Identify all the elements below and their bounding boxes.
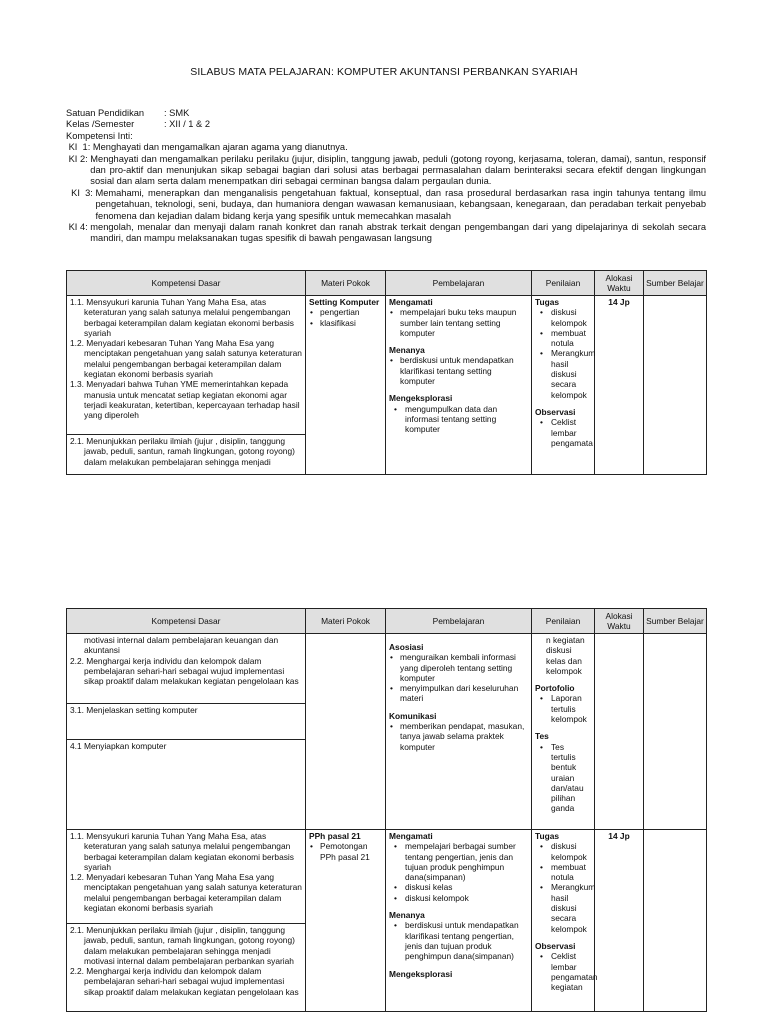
kd-cell [67,296,306,435]
header-materi-pokok: Materi Pokok [306,271,386,296]
pn-head: Observasi [535,940,576,951]
header-penilaian: Penilaian [532,609,595,634]
kd-cell [67,740,306,830]
ki-4 [66,222,706,245]
ki-text: Memahami, menerapkan dan menganalisis pengetahuan faktual, konseptual, dan rasa prosedural berdasarkan rasa ingin tahunya tentang ilmu pengetahuan, teknologi, seni, budaya, dan humaniora dengan wawasan kemanusiaan, kebangsaan, kenegaraan, dan peradaban terkait penyebab fenomena dan kejadian dalam bidang kerja yang spesifik untuk memecahkan masalah [95,187,706,221]
satuan-row [66,108,706,119]
pb-item: • mempelajari berbagai sumber tentang pengertian, jenis dan tujuan produk penghimpun dana(simpanan) [389,841,528,882]
kelas-value: : XII / 1 & 2 [164,119,210,130]
kd-item: 3.1. Menjelaskan setting komputer [70,705,198,715]
kd-item: 2.1. Menunjukkan perilaku ilmiah (jujur , disiplin, tanggung jawab, peduli, santun, ramah lingkungan, gotong royong) dalam melakukan pembelajaran sehingga menjadi motivasi internal dalam pembelajaran perbankan syariah [70,925,295,966]
pn-item: • membuat notula [535,862,591,883]
kd-item: 2.2. Menghargai kerja individu dan kelompok dalam pembelajaran sehari-hari sebagai wujud implementasi sikap proaktif dalam melakukan kegiatan pengelolaan kas [70,966,299,997]
kd-cell [67,435,306,475]
pn-item: • membuat notula [535,328,591,349]
penilaian-cell [532,830,598,1012]
spacer [389,962,528,969]
pb-item: • diskusi kelas [389,882,528,892]
syllabus-table-2 [66,608,707,1012]
pn-head: Tugas [535,297,560,307]
table-row [67,830,707,924]
materi-title: Setting Komputer [309,297,380,307]
alokasi-cell: 14 Jp [595,296,644,475]
kompetensi-inti-label: Kompetensi Inti: [66,130,133,141]
kd-cell [67,924,306,1012]
materi-item: • pengertian [309,307,382,317]
header-alokasi-waktu: Alokasi Waktu [595,271,644,296]
pn-item: • Laporan tertulis kelompok [535,693,591,724]
materi-cell [306,634,386,830]
kelas-label: Kelas /Semester [66,119,135,130]
pn-item: • Ceklist lembar pengamata [535,417,591,448]
pb-item: • berdiskusi untuk mendapatkan klarifikasi tentang setting komputer [389,355,528,386]
spacer [535,676,591,683]
penilaian-cell [532,296,595,475]
kelas-row [66,119,706,130]
spacer [535,934,591,941]
syllabus-meta [66,108,706,245]
pb-head: Mengamati [389,297,433,307]
pn-head: Observasi [535,406,576,417]
header-penilaian: Penilaian [532,271,595,296]
pb-head: Mengeksplorasi [389,393,453,404]
spacer [389,635,528,642]
pn-item: • Ceklist lembar pengamatan kegiatan [535,951,591,992]
ki-text: Menghayati dan mengamalkan ajaran agama yang dianutnya. [92,142,348,153]
pb-item: • mengumpulkan data dan informasi tentang setting komputer [389,404,528,435]
spacer [535,724,591,731]
pb-head: Mengeksplorasi [389,968,453,979]
materi-cell [306,296,386,475]
pn-item: • diskusi kelompok [535,307,591,328]
sumber-cell [644,830,707,1012]
kd-cell [67,704,306,740]
ki-code: KI 1: [66,142,93,153]
pn-item: • Tes tertulis bentuk uraian dan/atau pilihan ganda [535,742,591,814]
pb-item: • mempelajari buku teks maupun sumber lain tentang setting komputer [389,307,528,338]
table-header-row [67,609,707,634]
pn-head: Tugas [535,831,560,841]
materi-title: PPh pasal 21 [309,831,361,841]
kd-item: 1.2. Menyadari kebesaran Tuhan Yang Maha Esa yang menciptakan pengetahuan yang salah satunya keteraturan melalui pengembangan berbagai keterampilan dalam kegiatan ekonomi berbasis syariah [70,338,302,380]
materi-item: • Pemotongan PPh pasal 21 [309,841,382,862]
kd-item: 1.1. Mensyukuri karunia Tuhan Yang Maha Esa, atas keteraturan yang salah satunya melalui pengembangan berbagai keterampilan dalam kegiatan ekonomi berbasis syariah [70,831,294,872]
kd-item: motivasi internal dalam pembelajaran keuangan dan akuntansi [84,635,279,656]
spacer [535,400,591,407]
spacer [389,704,528,711]
alokasi-cell: 14 Jp [595,830,644,1012]
document-title: SILABUS MATA PELAJARAN: KOMPUTER AKUNTANSI PERBANKAN SYARIAH [190,66,578,78]
ki-code: KI 4: [66,222,91,233]
pn-head: Portofolio [535,683,575,694]
pb-head: Mengamati [389,831,433,841]
header-alokasi-waktu: Alokasi Waktu [595,609,644,634]
penilaian-cell [532,634,595,830]
kd-item: 2.1. Menunjukkan perilaku ilmiah (jujur , disiplin, tanggung jawab, peduli, santun, ramah lingkungan, gotong royong) dalam melakukan pembelajaran sehingga menjadi [70,436,295,467]
pn-item: • Merangkum hasil diskusi secara kelompok [535,882,591,933]
header-sumber-belajar: Sumber Belajar [644,271,707,296]
pembelajaran-cell [386,296,532,475]
pb-item: • berdiskusi untuk mendapatkan klarifikasi tentang pengertian, jenis dan tujuan produk penghimpun dana(simpanan) [389,920,528,961]
ki-code: KI 3: [66,187,96,198]
ki-code: KI 2: [66,153,91,164]
kd-item: 1.1. Mensyukuri karunia Tuhan Yang Maha Esa, atas keteraturan yang salah satunya melalui pengembangan berbagai keterampilan dalam kegiatan ekonomi berbasis syariah [70,297,294,338]
satuan-label: Satuan Pendidikan [66,108,145,118]
pb-item: • diskusi kelompok [389,893,528,903]
table-row [67,634,707,704]
kd-item: 1.3. Menyadari bahwa Tuhan YME memerintahkan kepada manusia untuk mencatat setiap kegiatan ekonomi agar terjadi keakuratan, ketertiban, kepercayaan terhadap hasil yang diperoleh [70,379,300,421]
pb-item: • menguraikan kembali informasi yang diperoleh tentang setting komputer [389,652,528,683]
pb-head: Komunikasi [389,710,437,721]
pn-cont: n kegiatan diskusi kelas dan kelompok [546,635,585,676]
syllabus-table-1 [66,270,707,475]
ki-text: mengolah, menalar dan menyaji dalam ranah konkret dan ranah abstrak terkait dengan pengembangan dari yang dipelajarinya di sekolah secara mandiri, dan mampu melaksanakan tugas spesifik di bawah pengawasan langsung [90,222,706,244]
ki-1 [66,142,706,153]
ki-3 [66,188,706,222]
ki-2 [66,154,706,188]
header-pembelajaran: Pembelajaran [386,609,532,634]
header-kompetensi-dasar: Kompetensi Dasar [67,609,306,634]
pb-head: Menanya [389,345,425,356]
pn-item: • Merangkum hasil diskusi secara kelompok [535,348,591,399]
pn-head: Tes [535,731,549,742]
header-kompetensi-dasar: Kompetensi Dasar [67,271,306,296]
materi-item: • klasifikasi [309,318,382,328]
alokasi-cell [595,634,644,830]
kd-cell [67,634,306,704]
header-sumber-belajar: Sumber Belajar [644,609,707,634]
table-row [67,296,707,435]
materi-cell [306,830,386,1012]
spacer [389,338,528,345]
kd-item: 4.1 Menyiapkan komputer [70,741,167,751]
satuan-value: : SMK [164,108,190,118]
pb-item: • menyimpulkan dari keseluruhan materi [389,683,528,704]
pembelajaran-cell [386,830,532,1012]
kd-item: 1.2. Menyadari kebesaran Tuhan Yang Maha Esa yang menciptakan pengetahuan yang salah satunya keteraturan melalui pengembangan berbagai keterampilan dalam kegiatan ekonomi berbasis syariah [70,872,302,914]
ki-text: Menghayati dan mengamalkan perilaku perilaku (jujur, disiplin, tanggung jawab, peduli (gotong royong, kerjasama, toleran, damai), santun, responsif dan pro-aktif dan menunjukan sikap sebagai bagian dari solusi atas berbagai permasalahan dalam berinteraksi secara efektif dengan lingkungan sosial dan alam serta dalam menempatkan diri sebagai cerminan bangsa dalam pergaulan dunia. [90,153,706,187]
pembelajaran-cell [386,634,532,830]
header-pembelajaran: Pembelajaran [386,271,532,296]
sumber-cell [644,634,707,830]
pb-head: Asosiasi [389,642,424,652]
kd-cell [67,830,306,924]
spacer [389,903,528,910]
header-materi-pokok: Materi Pokok [306,609,386,634]
table-header-row [67,271,707,296]
pn-item: • diskusi kelompok [535,841,591,862]
pb-item: • memberikan pendapat, masukan, tanya jawab selama praktek komputer [389,721,528,752]
kd-item: 2.2. Menghargai kerja individu dan kelompok dalam pembelajaran sehari-hari sebagai wujud implementasi sikap proaktif dalam melakukan kegiatan pengelolaan kas [70,655,299,687]
spacer [389,386,528,393]
sumber-cell [644,296,707,475]
pb-head: Menanya [389,910,425,921]
